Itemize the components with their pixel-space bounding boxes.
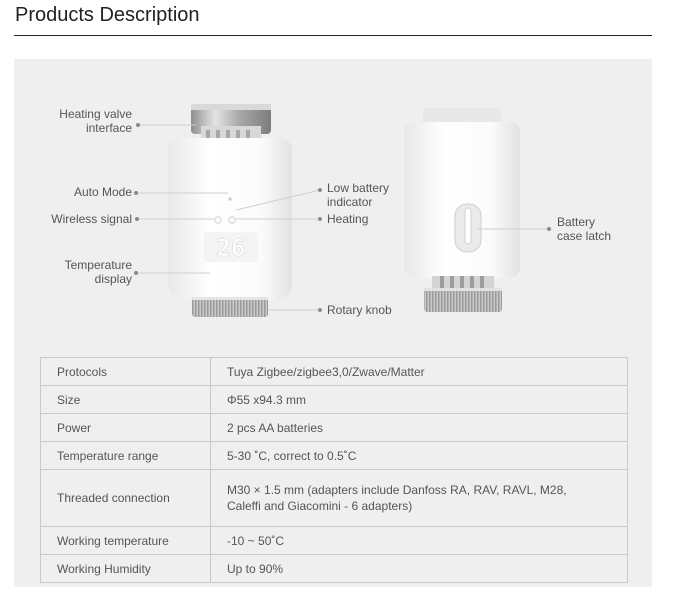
specs-table xyxy=(40,357,628,583)
callout-wireless-signal: Wireless signal xyxy=(51,212,132,226)
callout-heating: Heating xyxy=(327,212,369,226)
spec-value: 2 pcs AA batteries xyxy=(211,414,628,442)
callout-low-battery-indicator xyxy=(327,181,389,209)
spec-key: Working Humidity xyxy=(41,555,211,583)
table-row xyxy=(41,442,628,470)
callout-temperature-display xyxy=(38,258,132,286)
callout-auto-mode: Auto Mode xyxy=(73,185,132,199)
callout-line: interface xyxy=(85,121,132,135)
auto-mode-dot xyxy=(228,197,232,201)
device-body-back xyxy=(404,122,520,278)
spec-value: -10 ~ 50˚C xyxy=(211,527,628,555)
spec-value-line: Caleffi and Giacomini - 6 adapters) xyxy=(227,499,413,513)
spec-value: 5-30 ˚C, correct to 0.5˚C xyxy=(211,442,628,470)
page-title: Products Description xyxy=(15,4,200,26)
table-row xyxy=(41,527,628,555)
callout-line: case latch xyxy=(557,229,612,243)
spec-key: Size xyxy=(41,386,211,414)
callout-heating-valve-interface xyxy=(38,107,132,135)
temperature-display: 26 xyxy=(216,234,246,262)
callout-battery-case-latch xyxy=(557,215,611,243)
table-row xyxy=(41,358,628,386)
thermostat-back-view xyxy=(404,108,520,312)
table-row xyxy=(41,414,628,442)
spec-key: Threaded connection xyxy=(41,470,211,527)
spec-value: Tuya Zigbee/zigbee3,0/Zwave/Matter xyxy=(211,358,628,386)
spec-value: Up to 90% xyxy=(211,555,628,583)
callout-line: display xyxy=(94,272,132,286)
callout-line: Battery xyxy=(557,215,596,229)
table-row xyxy=(41,386,628,414)
rotary-knob-right xyxy=(424,288,502,312)
callout-rotary-knob: Rotary knob xyxy=(327,303,392,317)
spec-value: Φ55 x94.3 mm xyxy=(211,386,628,414)
spec-value-line: M30 × 1.5 mm (adapters include Danfoss RA, RAV, RAVL, M28, xyxy=(227,483,567,497)
callout-line: Low battery xyxy=(327,181,390,195)
callout-line: indicator xyxy=(327,195,373,209)
thermostat-front-view xyxy=(168,104,292,317)
spec-value xyxy=(211,470,628,527)
spec-key: Protocols xyxy=(41,358,211,386)
callout-line: Temperature xyxy=(64,258,132,272)
callout-line: Heating valve xyxy=(59,107,132,121)
spec-key: Power xyxy=(41,414,211,442)
table-row xyxy=(41,470,628,527)
spec-key: Working temperature xyxy=(41,527,211,555)
table-row xyxy=(41,555,628,583)
spec-key: Temperature range xyxy=(41,442,211,470)
